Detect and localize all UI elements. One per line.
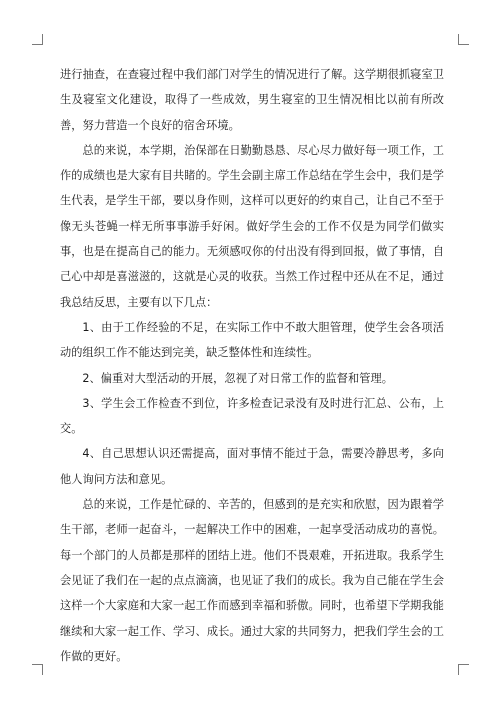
paragraph-dorm-inspection: 进行抽查，在查寝过程中我们部门对学生的情况进行了解。这学期很抓寝室卫生及寝室文化建设，取得了一些成效，男生寝室的卫生情况相比以前有所改善，努力营造一个良好的宿舍环境。 — [60, 68, 444, 132]
crop-mark-top-right — [458, 34, 469, 45]
crop-mark-bottom-right — [458, 664, 469, 675]
paragraph-issue-1: 1、由于工作经验的不足，在实际工作中不敢大胆管理，使学生会各项活动的组织工作不能达到完美，缺乏整体性和连续性。 — [60, 320, 444, 360]
paragraph-semester-summary: 总的来说，本学期，治保部在日勤勤恳恳、尽心尽力做好每一项工作，工作的成绩也是大家有目共睹的。学生会副主席工作总结在学生会中，我们是学生代表，是学生干部，要以身作则，这样可以更好的约束自己，让自己不至于像无头苍蝇一样无所事事游手好闲。做好学生会的工作不仅是为同学们做实事，也是在提高自己的能力。无须感叹你的付出没有得到回报，做了事情，自己心中却是喜滋滋的，这就是心灵的收获。当然工作过程中还从在不足，通过我总结反思，主要有以下几点： — [60, 143, 444, 309]
paragraph-issue-3: 3、学生会工作检查不到位，许多检查记录没有及时进行汇总、公布，上交。 — [60, 396, 444, 436]
paragraph-issue-2: 2、偏重对大型活动的开展，忽视了对日常工作的监督和管理。 — [82, 371, 393, 385]
crop-mark-top-left — [32, 34, 43, 45]
paragraph-issue-4: 4、自己思想认识还需提高，面对事情不能过于急，需要冷静思考，多向他人询问方法和意见。 — [60, 447, 444, 486]
paragraph-conclusion: 总的来说，工作是忙碌的、辛苦的，但感到的是充实和欣慰，因为跟着学生干部，老师一起奋斗，一起解决工作中的困难，一起享受活动成功的喜悦。每一个部门的人员都是那样的团结上进。他们不畏艰难，开拓进取。我系学生会见证了我们在一起的点点滴滴，也见证了我们的成长。我为自己能在学生会这样一个大家庭和大家一起工作而感到幸福和骄傲。同时，也希望下学期我能继续和大家一起工作、学习、成长。通过大家的共同努力，把我们学生会的工作做的更好。 — [60, 498, 444, 663]
document-body — [60, 62, 444, 669]
crop-mark-bottom-left — [32, 664, 43, 675]
